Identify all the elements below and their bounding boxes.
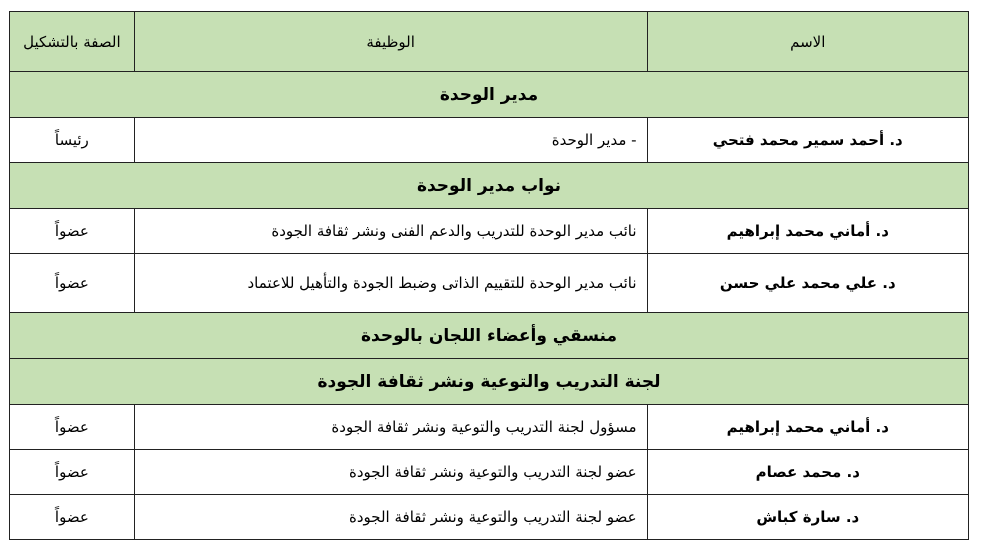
member-name: د. علي محمد علي حسن bbox=[647, 254, 968, 313]
member-role: عضواً bbox=[10, 254, 135, 313]
member-job: عضو لجنة التدريب والتوعية ونشر ثقافة الجودة bbox=[134, 450, 647, 495]
table-row bbox=[10, 118, 969, 163]
section-title: مدير الوحدة bbox=[10, 72, 969, 118]
section-row bbox=[10, 163, 969, 209]
header-role: الصفة بالتشكيل bbox=[10, 12, 135, 72]
member-name: د. محمد عصام bbox=[647, 450, 968, 495]
member-job: مسؤول لجنة التدريب والتوعية ونشر ثقافة الجودة bbox=[134, 405, 647, 450]
member-job: نائب مدير الوحدة للتقييم الذاتى وضبط الجودة والتأهيل للاعتماد bbox=[134, 254, 647, 313]
member-role: عضواً bbox=[10, 405, 135, 450]
member-name: د. أحمد سمير محمد فتحي bbox=[647, 118, 968, 163]
member-job: - مدير الوحدة bbox=[134, 118, 647, 163]
table-row bbox=[10, 209, 969, 254]
member-name: د. أماني محمد إبراهيم bbox=[647, 405, 968, 450]
member-role: عضواً bbox=[10, 209, 135, 254]
table-row bbox=[10, 450, 969, 495]
section-title: نواب مدير الوحدة bbox=[10, 163, 969, 209]
member-name: د. سارة كباش bbox=[647, 495, 968, 540]
member-role: عضواً bbox=[10, 495, 135, 540]
header-name: الاسم bbox=[647, 12, 968, 72]
table-row bbox=[10, 254, 969, 313]
member-job: عضو لجنة التدريب والتوعية ونشر ثقافة الجودة bbox=[134, 495, 647, 540]
member-name: د. أماني محمد إبراهيم bbox=[647, 209, 968, 254]
member-job: نائب مدير الوحدة للتدريب والدعم الفنى ونشر ثقافة الجودة bbox=[134, 209, 647, 254]
table-row bbox=[10, 495, 969, 540]
committee-table bbox=[9, 11, 969, 540]
member-role: عضواً bbox=[10, 450, 135, 495]
section-title: لجنة التدريب والتوعية ونشر ثقافة الجودة bbox=[10, 359, 969, 405]
table-row bbox=[10, 405, 969, 450]
header-job: الوظيفة bbox=[134, 12, 647, 72]
section-row bbox=[10, 359, 969, 405]
member-role: رئيساً bbox=[10, 118, 135, 163]
section-row bbox=[10, 313, 969, 359]
section-title: منسقي وأعضاء اللجان بالوحدة bbox=[10, 313, 969, 359]
section-row bbox=[10, 72, 969, 118]
table-header-row bbox=[10, 12, 969, 72]
